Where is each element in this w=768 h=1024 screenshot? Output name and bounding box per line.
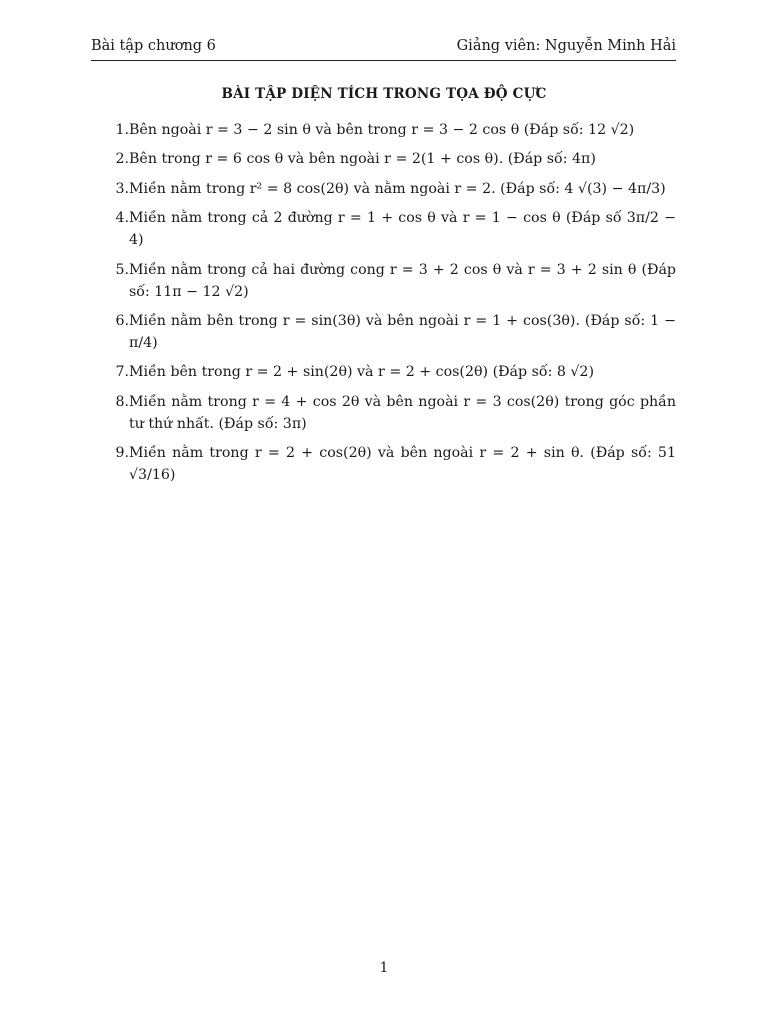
problem-item: [108, 119, 676, 141]
problem-item: [108, 442, 676, 486]
problem-item: [108, 259, 676, 303]
problem-number: 8.: [115, 393, 129, 410]
problem-number: 7.: [115, 364, 129, 381]
problem-number: 1.: [115, 122, 129, 138]
problem-text: Miền nằm trong cả hai đường cong r = 3 + 2 cos θ và r = 3 + 2 sin θ (Đáp số: 11π − 12 √2): [129, 261, 676, 300]
problem-item: [108, 148, 676, 170]
problem-text: Miền nằm bên trong r = sin(3θ) và bên ngoài r = 1 + cos(3θ). (Đáp số: 1 − π/4): [129, 312, 676, 351]
header-course: Bài tập chương 6: [91, 38, 216, 54]
problem-item: [108, 361, 676, 383]
problem-item: [108, 391, 676, 435]
problem-number: 5.: [115, 261, 129, 278]
problem-item: [108, 207, 676, 251]
header-lecturer: Giảng viên: Nguyễn Minh Hải: [456, 38, 676, 54]
problem-text: Miền nằm trong r = 2 + cos(2θ) và bên ngoài r = 2 + sin θ. (Đáp số: 51 √3/16): [129, 445, 676, 484]
problem-number: 6.: [115, 312, 129, 329]
problem-list: [108, 119, 676, 494]
problem-text: Miền nằm trong r = 4 + cos 2θ và bên ngoài r = 3 cos(2θ) trong góc phần tư thứ nhất. (Đáp số: 3π): [129, 393, 676, 432]
problem-text: Bên trong r = 6 cos θ và bên ngoài r = 2(1 + cos θ). (Đáp số: 4π): [129, 151, 596, 168]
problem-item: [108, 178, 676, 200]
problem-number: 4.: [115, 210, 129, 227]
problem-text: Miền nằm trong cả 2 đường r = 1 + cos θ và r = 1 − cos θ (Đáp số 3π/2 − 4): [129, 210, 676, 249]
problem-text: Miền bên trong r = 2 + sin(2θ) và r = 2 + cos(2θ) (Đáp số: 8 √2): [129, 364, 594, 381]
problem-item: [108, 310, 676, 354]
problem-text: Miền nằm trong r² = 8 cos(2θ) và nằm ngoài r = 2. (Đáp số: 4 √(3) − 4π/3): [129, 180, 666, 197]
page-header: [91, 38, 676, 61]
document-title: BÀI TẬP DIỆN TÍCH TRONG TỌA ĐỘ CỰC: [221, 86, 547, 102]
problem-number: 9.: [115, 445, 129, 462]
problem-number: 3.: [115, 180, 129, 197]
problem-number: 2.: [115, 151, 129, 168]
problem-text: Bên ngoài r = 3 − 2 sin θ và bên trong r = 3 − 2 cos θ (Đáp số: 12 √2): [129, 122, 635, 138]
page-number: 1: [379, 960, 389, 976]
